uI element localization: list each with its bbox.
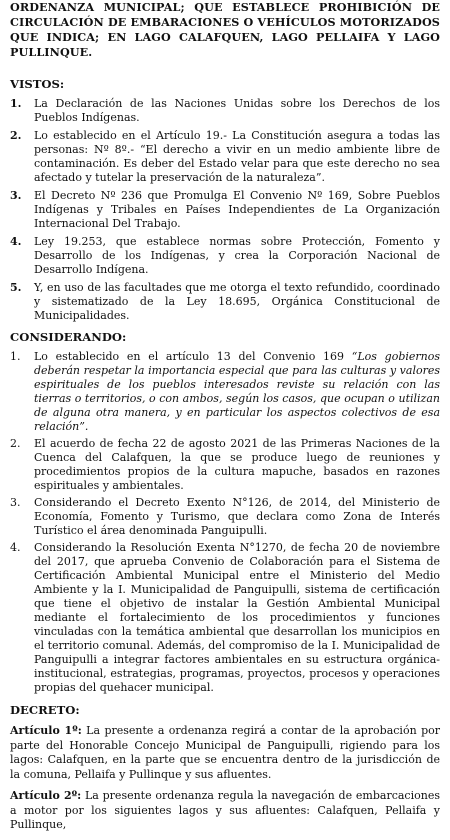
article-text: La presente ordenanza regula la navegación de embarcaciones a motor por los siguientes lagos y sus afluentes: Calafquen, Pellaifa y Pullinque, <box>10 789 440 831</box>
item-text: Lo establecido en el artículo 13 del Convenio 169 <box>34 350 352 363</box>
considerando-item <box>10 496 440 538</box>
considerando-list <box>10 350 440 698</box>
vistos-heading: VISTOS: <box>10 77 65 91</box>
document-title: ORDENANZA MUNICIPAL; QUE ESTABLECE PROHIBICIÓN DE CIRCULACIÓN DE EMBARACIONES O VEHÍCULOS MOTORIZADOS QUE INDICA; EN LAGO CALAFQUEN, LAGO PELLAIFA Y LAGO PULLINQUE. <box>10 0 440 59</box>
item-text: Ley 19.253, que establece normas sobre Protección, Fomento y Desarrollo de los Indígenas, y crea la Corporación Nacional de Desarrollo Indígena. <box>34 235 440 276</box>
vistos-item <box>10 235 440 277</box>
item-number: 2. <box>10 129 22 142</box>
vistos-item <box>10 281 440 323</box>
item-number: 5. <box>10 281 22 294</box>
considerando-heading: CONSIDERANDO: <box>10 330 127 344</box>
item-text: Lo establecido en el Artículo 19.- La Constitución asegura a todas las personas: Nº 8º.- “El derecho a vivir en un medio ambiente libre de contaminación. Es deber del Estado velar para que este derecho no sea afectado y tutelar la preservación de la naturaleza”. <box>34 129 440 184</box>
vistos-item <box>10 189 440 231</box>
item-text: Considerando la Resolución Exenta N°1270, de fecha 20 de noviembre del 2017, que aprueba Convenio de Colaboración para el Sistema de Certificación Ambiental Municipal entre el Ministerio del Medio Ambiente y la I. Municipalidad de Panguipulli, sistema de certificación que tiene el objetivo de instalar la Gestión Ambiental Municipal mediante el fortalecimiento de los procedimientos y funciones vinculadas con la temática ambiental que desarrollan los municipios en el territorio comunal. Además, del compromiso de la I. Municipalidad de Panguipulli a integrar factores ambientales en su estructura orgánica-institucional, estrategias, programas, proyectos, procesos y operaciones propias del quehacer municipal. <box>34 541 440 694</box>
convenio-quote: “Los gobiernos deberán respetar la importancia especial que para las culturas y valores espirituales de los pueblos interesados reviste su relación con las tierras o territorios, o con ambos, según los casos, que ocupan o utilizan de alguna otra manera, y en particular los aspectos colectivos de esa relación”. <box>34 350 440 433</box>
item-number: 4. <box>10 235 22 248</box>
article-label: Artículo 2º: <box>10 789 82 802</box>
vistos-item <box>10 129 440 185</box>
item-text: La Declaración de las Naciones Unidas sobre los Derechos de los Pueblos Indígenas. <box>34 97 440 124</box>
item-number: 4. <box>10 541 21 554</box>
item-number: 3. <box>10 496 21 509</box>
considerando-item <box>10 350 440 434</box>
considerando-item <box>10 541 440 695</box>
item-number: 3. <box>10 189 22 202</box>
item-text: El Decreto Nº 236 que Promulga El Convenio Nº 169, Sobre Pueblos Indígenas y Tribales en Países Independientes de La Organización Internacional Del Trabajo. <box>34 189 440 230</box>
vistos-item <box>10 97 440 125</box>
item-number: 1. <box>10 350 21 363</box>
item-text: Considerando el Decreto Exento N°126, de 2014, del Ministerio de Economía, Fomento y Turismo, que declara como Zona de Interés Turístico el área denominada Panguipulli. <box>34 496 440 537</box>
item-number: 1. <box>10 97 22 110</box>
item-text: Y, en uso de las facultades que me otorga el texto refundido, coordinado y sistematizado de la Ley 18.695, Orgánica Constitucional de Municipalidades. <box>34 281 440 322</box>
article-text: La presente a ordenanza regirá a contar de la aprobación por parte del Honorable Concejo Municipal de Panguipulli, rigiendo para los lagos: Calafquen, en la parte que se encuentra dentro de la jurisdicción de la comuna, Pellaifa y Pullinque y sus afluentes. <box>10 724 440 781</box>
item-number: 2. <box>10 437 21 450</box>
considerando-item <box>10 437 440 493</box>
vistos-list <box>10 97 440 327</box>
item-text: El acuerdo de fecha 22 de agosto 2021 de las Primeras Naciones de la Cuenca del Calafquen, la que se produce luego de reuniones y procedimientos propios de la cultura mapuche, basados en razones espirituales y ambientales. <box>34 437 440 492</box>
decreto-heading: DECRETO: <box>10 703 80 717</box>
article-label: Artículo 1º: <box>10 724 82 737</box>
article-paragraph <box>10 724 440 782</box>
article-paragraph <box>10 789 440 833</box>
decreto-articles <box>10 724 440 840</box>
